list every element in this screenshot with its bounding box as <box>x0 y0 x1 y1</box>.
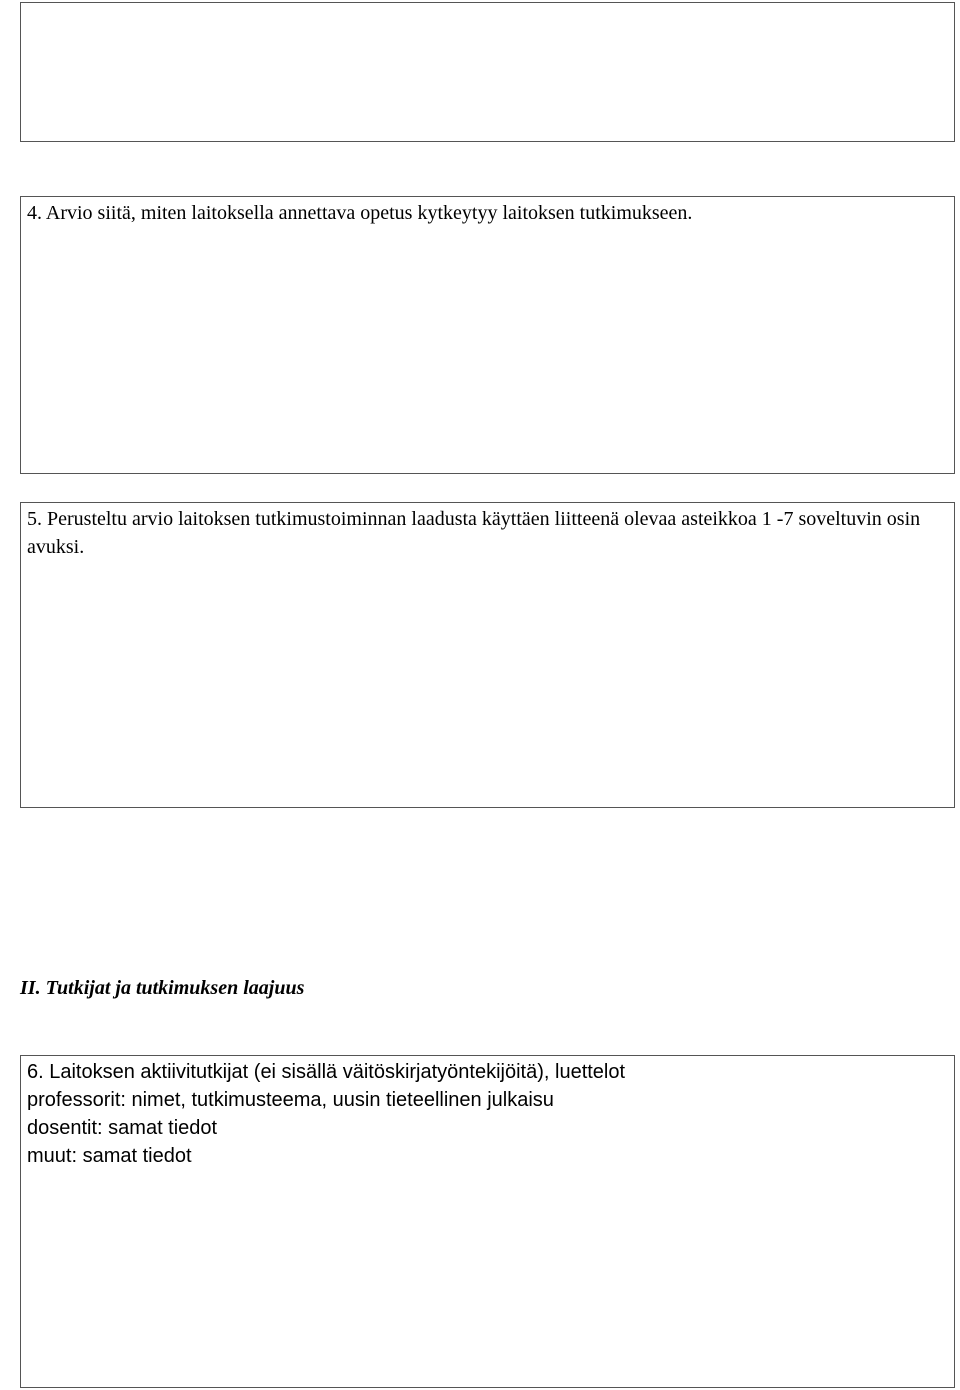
question-5-box[interactable] <box>20 502 955 808</box>
question-6-line-docents: dosentit: samat tiedot <box>27 1117 218 1139</box>
question-4-box[interactable] <box>20 196 955 474</box>
question-6-line-others: muut: samat tiedot <box>27 1145 192 1167</box>
question-4-text: 4. Arvio siitä, miten laitoksella annettava opetus kytkeytyy laitoksen tutkimukseen. <box>27 202 693 224</box>
question-6-line-professors: professorit: nimet, tutkimusteema, uusin tieteellinen julkaisu <box>27 1089 554 1111</box>
section-heading: II. Tutkijat ja tutkimuksen laajuus <box>20 977 305 999</box>
question-6-text <box>21 1056 954 1170</box>
question-6-box[interactable] <box>20 1055 955 1388</box>
question-6-title: 6. Laitoksen aktiivitutkijat (ei sisällä väitöskirjatyöntekijöitä), luettelot <box>27 1061 626 1083</box>
question-5-text: 5. Perusteltu arvio laitoksen tutkimustoiminnan laadusta käyttäen liitteenä olevaa asteikkoa 1 -7 soveltuvin osin avuksi. <box>27 508 921 558</box>
answer-box-previous[interactable] <box>20 2 955 142</box>
